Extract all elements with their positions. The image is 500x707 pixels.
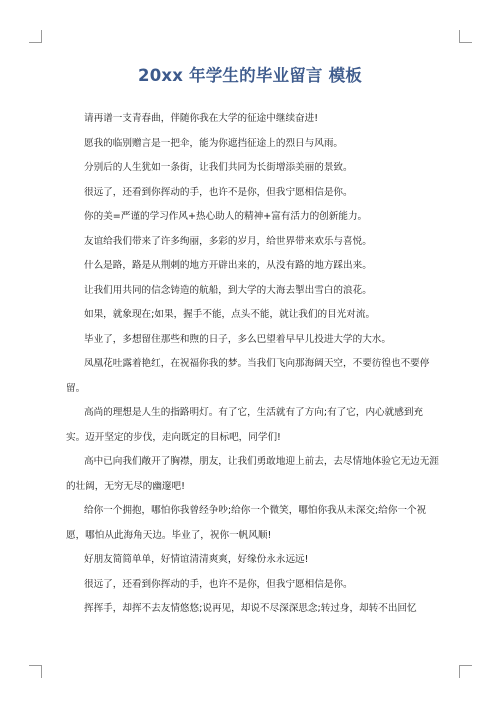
paragraph: 愿我的临别赠言是一把伞，能为你遮挡征途上的烈日与风雨。 <box>84 137 344 149</box>
paragraph: 分别后的人生犹如一条街，让我们共同为长街增添美丽的景致。 <box>84 162 353 173</box>
document-title: 20xx 年学生的毕业留言 模板 <box>138 66 362 85</box>
crop-mark-bottom-right <box>459 665 472 678</box>
crop-mark-top-right <box>459 30 472 43</box>
paragraph: 你的美=严谨的学习作风+热心助人的精神+富有活力的创新能力。 <box>84 211 368 222</box>
paragraph: 友谊给我们带来了许多绚丽，多彩的岁月，给世界带来欢乐与喜悦。 <box>84 235 372 247</box>
document-body <box>66 107 440 622</box>
paragraph: 毕业了，多想留住那些和煦的日子，多么巴望着早早儿投进大学的大水。 <box>84 333 391 345</box>
paragraph: 高中已向我们敞开了胸襟，朋友，让我们勇敢地迎上前去，去尽情地体验它无边无涯的壮阔，无穷无尽的幽邃吧! <box>66 456 439 492</box>
crop-mark-top-left <box>29 30 42 43</box>
paragraph: 很远了，还看到你挥动的手，也许不是你，但我宁愿相信是你。 <box>84 578 353 590</box>
paragraph: 给你一个拥抱，哪怕你我曾经争吵;给你一个微笑，哪怕你我从未深交;给你一个祝愿，哪怕从此海角天边。毕业了，祝你一帆风顺! <box>66 505 427 541</box>
paragraph: 高尚的理想是人生的指路明灯。有了它，生活就有了方向;有了它，内心就感到充实。迈开坚定的步伐，走向既定的目标吧，同学们! <box>66 407 424 443</box>
paragraph: 好朋友简简单单，好情谊清清爽爽，好缘份永永远远! <box>84 554 309 565</box>
paragraph: 挥挥手，却挥不去友情悠悠;说再见，却说不尽深深思念;转过身，却转不出回忆 <box>84 603 417 614</box>
paragraph: 凤凰花吐露着艳红，在祝福你我的梦。当我们飞向那海阔天空，不要彷徨也不要停留。 <box>66 358 430 394</box>
paragraph: 什么是路，路是从荆刺的地方开辟出来的，从没有路的地方踩出来。 <box>84 260 372 271</box>
paragraph: 很远了，还看到你挥动的手，也许不是你，但我宁愿相信是你。 <box>84 186 353 198</box>
paragraph: 请再谱一支青春曲，伴随你我在大学的征途中继续奋进! <box>84 113 319 124</box>
crop-mark-bottom-left <box>29 665 42 678</box>
paragraph: 让我们用共同的信念铸造的航船，到大学的大海去掣出雪白的浪花。 <box>84 284 372 296</box>
paragraph: 如果，就象现在;如果，握手不能，点头不能，就让我们的目光对流。 <box>84 309 376 320</box>
